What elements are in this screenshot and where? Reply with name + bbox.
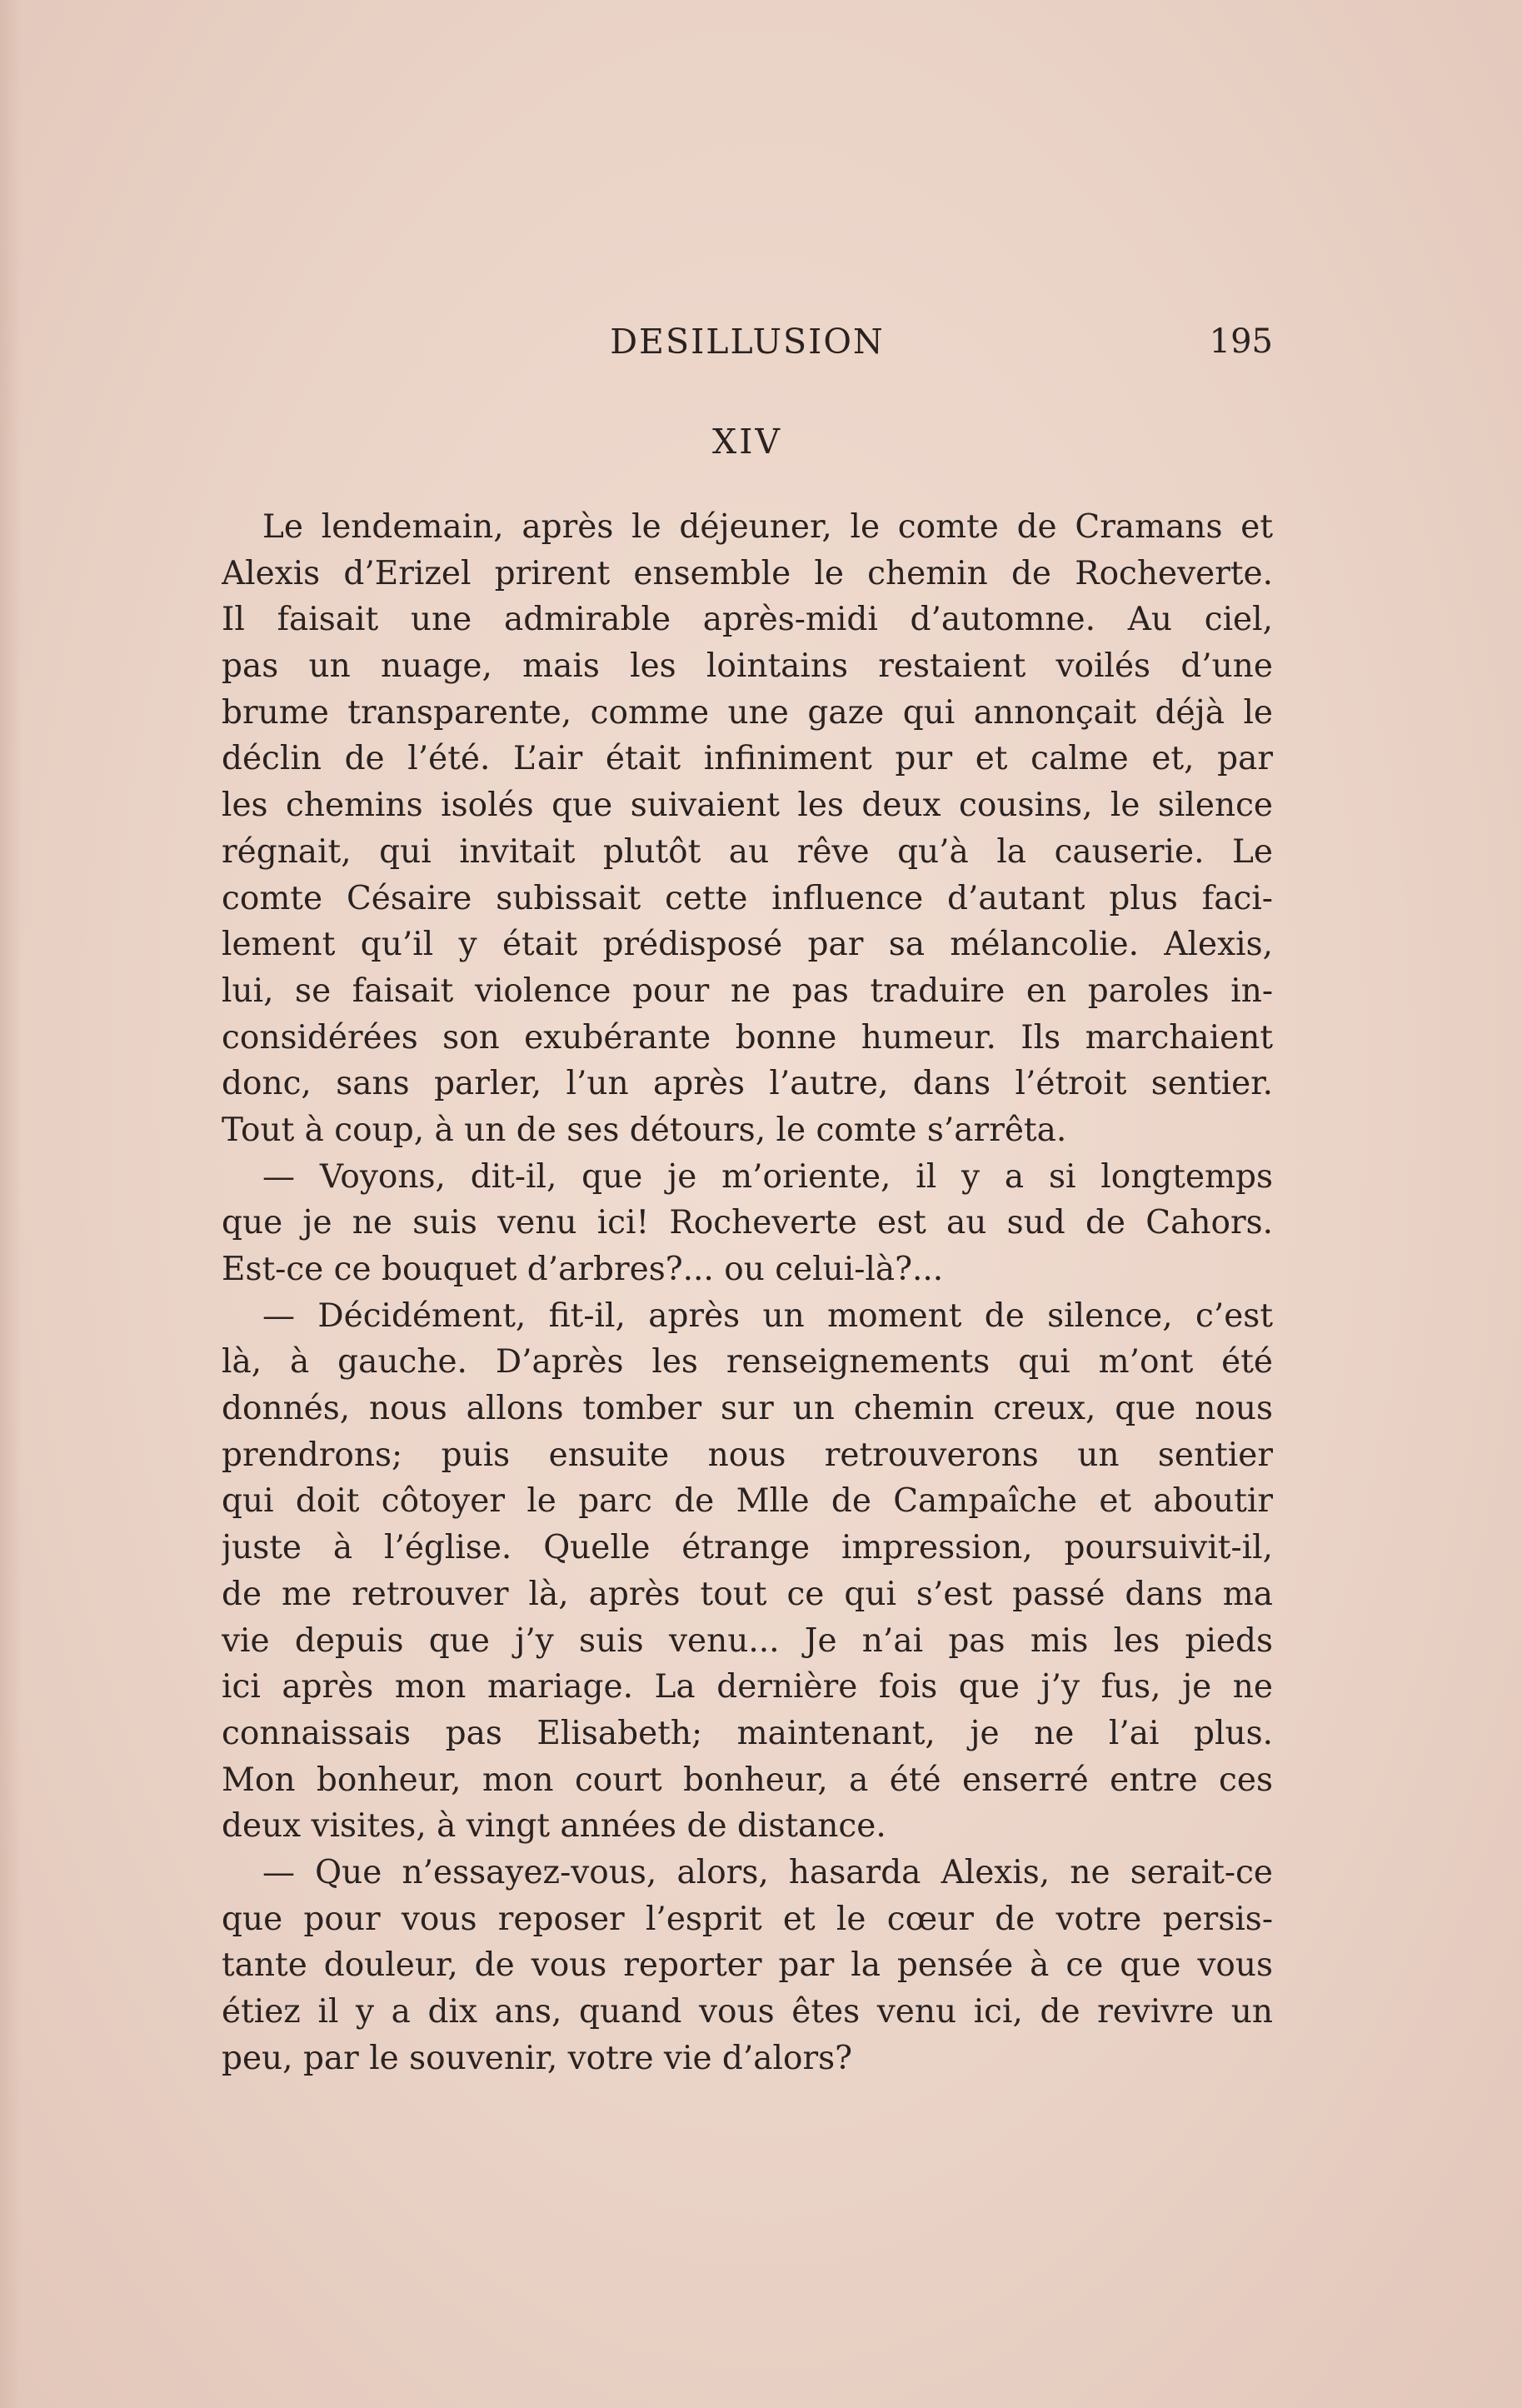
text-line: étiez il y a dix ans, quand vous êtes venu ici, de revivre un (222, 1993, 1273, 2031)
text-line: brume transparente, comme une gaze qui annonçait déjà le (222, 693, 1273, 732)
text-line: vie depuis que j’y suis venu... Je n’ai pas mis les pieds (222, 1621, 1273, 1660)
text-line: Est-ce ce bouquet d’arbres?... ou celui-là?... (222, 1251, 944, 1288)
body-text (222, 504, 1273, 2081)
text-line: — Voyons, dit-il, que je m’oriente, il y a si longtemps (262, 1157, 1273, 1196)
text-line: juste à l’église. Quelle étrange impression, poursuivit-il, (222, 1529, 1273, 1567)
text-line: donnés, nous allons tomber sur un chemin creux, que nous (222, 1390, 1273, 1428)
text-line: prendrons; puis ensuite nous retrouverons un sentier (222, 1436, 1273, 1474)
chapter-title: XIV (712, 422, 782, 462)
text-line: pas un nuage, mais les lointains restaient voilés d’une (222, 647, 1273, 686)
text-line: deux visites, à vingt années de distance. (222, 1807, 886, 1846)
text-line: lui, se faisait violence pour ne pas traduire en paroles in- (222, 972, 1273, 1010)
text-line: donc, sans parler, l’un après l’autre, dans l’étroit sentier. (222, 1065, 1273, 1103)
text-line: — Décidément, fit-il, après un moment de silence, c’est (262, 1296, 1273, 1335)
text-line: peu, par le souvenir, votre vie d’alors? (222, 2039, 853, 2077)
text-line: que pour vous reposer l’esprit et le cœur de votre persis- (222, 1900, 1273, 1938)
text-line: régnait, qui invitait plutôt au rêve qu’à la causerie. Le (222, 832, 1273, 871)
text-line: déclin de l’été. L’air était infiniment pur et calme et, par (222, 740, 1273, 778)
text-line: Mon bonheur, mon court bonheur, a été enserré entre ces (222, 1761, 1273, 1799)
running-head (222, 317, 1273, 367)
text-line: de me retrouver là, après tout ce qui s’est passé dans ma (222, 1575, 1273, 1613)
text-line: tante douleur, de vous reporter par la pensée à ce que vous (222, 1946, 1273, 1985)
text-line: Il faisait une admirable après-midi d’automne. Au ciel, (222, 601, 1273, 639)
text-line: — Que n’essayez-vous, alors, hasarda Alexis, ne serait-ce (262, 1853, 1273, 1891)
text-line: considérées son exubérante bonne humeur. Ils marchaient (222, 1018, 1273, 1057)
text-line: ici après mon mariage. La dernière fois que j’y fus, je ne (222, 1668, 1273, 1706)
text-line: lement qu’il y était prédisposé par sa mélancolie. Alexis, (222, 926, 1273, 964)
text-line: là, à gauche. D’après les renseignements qui m’ont été (222, 1343, 1273, 1381)
running-title: DESILLUSION (610, 322, 885, 362)
text-line: les chemins isolés que suivaient les deux cousins, le silence (222, 787, 1273, 825)
text-line: qui doit côtoyer le parc de Mlle de Campaîche et aboutir (222, 1482, 1273, 1521)
page-gutter-shadow (0, 0, 22, 2408)
text-line: Tout à coup, à un de ses détours, le comte s’arrêta. (222, 1111, 1067, 1149)
text-line: Alexis d’Erizel prirent ensemble le chemin de Rocheverte. (222, 554, 1273, 592)
text-line: comte Césaire subissait cette influence d’autant plus faci- (222, 879, 1273, 917)
text-line: connaissais pas Elisabeth; maintenant, je ne l’ai plus. (222, 1714, 1273, 1752)
text-line: que je ne suis venu ici! Rocheverte est au sud de Cahors. (222, 1204, 1273, 1242)
text-line: Le lendemain, après le déjeuner, le comte de Cramans et (262, 508, 1273, 546)
page-number: 195 (1209, 322, 1273, 361)
